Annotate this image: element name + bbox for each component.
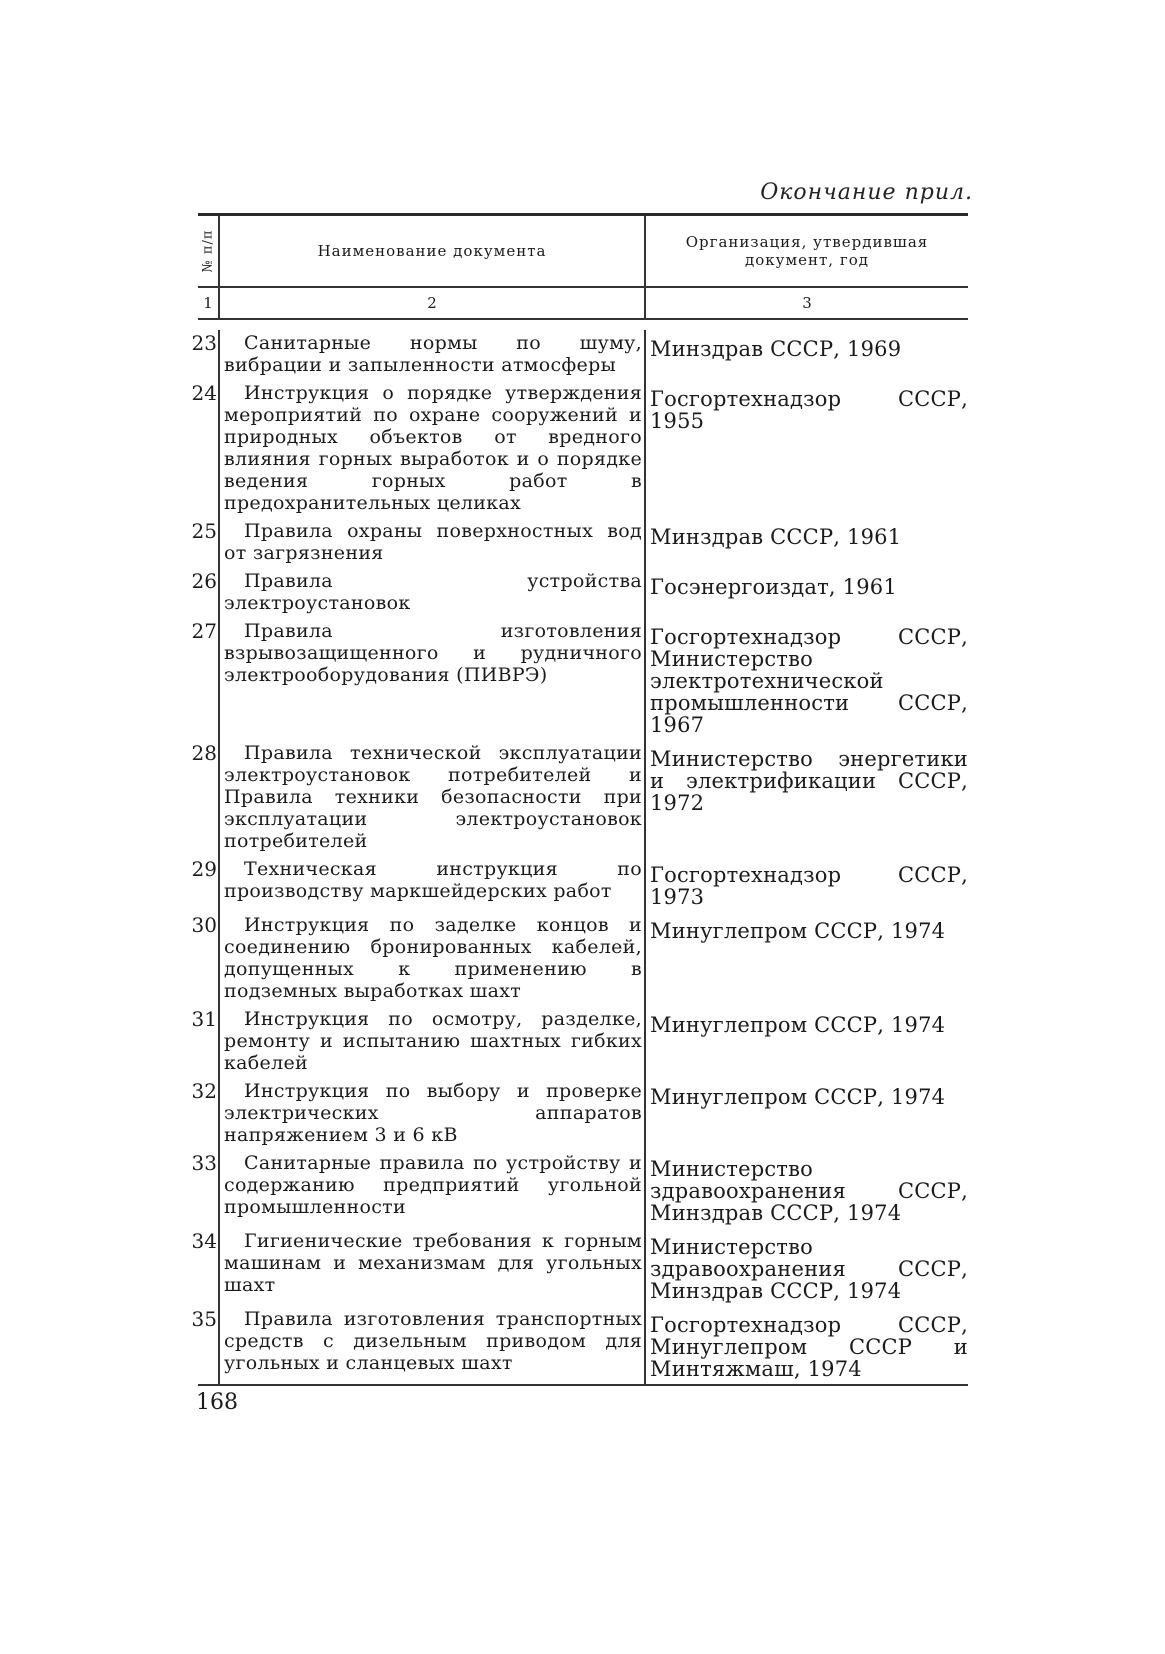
page-number: 168 bbox=[196, 1390, 238, 1415]
table-row bbox=[191, 330, 968, 380]
table-row bbox=[191, 1078, 968, 1150]
organization-cell bbox=[646, 1228, 968, 1306]
table-row bbox=[191, 518, 968, 568]
organization-cell bbox=[646, 1306, 968, 1384]
document-name-cell bbox=[220, 856, 646, 912]
table-row bbox=[191, 912, 968, 1006]
organization-cell bbox=[646, 1150, 968, 1228]
row-number: 27 bbox=[191, 619, 217, 643]
organization-cell bbox=[646, 740, 968, 856]
row-number-cell bbox=[191, 1078, 220, 1150]
organization-cell bbox=[646, 1006, 968, 1078]
document-name-cell bbox=[220, 1006, 646, 1078]
document-name: Правила изготовления взрывозащищенного и рудничного электрооборудования (ПИВРЭ) bbox=[224, 620, 642, 686]
column-number-3: 3 bbox=[802, 294, 812, 312]
organization-cell bbox=[646, 912, 968, 1006]
organization-year: Госгортехнадзор СССР, Минуглепром СССР и Минтяжмаш, 1974 bbox=[650, 1313, 968, 1381]
table-row bbox=[191, 1306, 968, 1384]
organization-year: Минздрав СССР, 1969 bbox=[650, 337, 902, 361]
table-column-numbers-row bbox=[198, 288, 968, 320]
row-number: 35 bbox=[191, 1307, 217, 1331]
organization-year: Министерство энергетики и электрификации СССР, 1972 bbox=[650, 747, 968, 815]
document-name-cell bbox=[220, 740, 646, 856]
document-name: Санитарные нормы по шуму, вибрации и запыленности атмосферы bbox=[224, 332, 642, 376]
organization-year: Минздрав СССР, 1961 bbox=[650, 525, 902, 549]
row-number-cell bbox=[191, 856, 220, 912]
organization-year: Минуглепром СССР, 1974 bbox=[650, 1013, 946, 1037]
row-number: 34 bbox=[191, 1229, 217, 1253]
header-cell-number bbox=[198, 216, 220, 286]
document-name: Правила изготовления транспортных средств с дизельным приводом для угольных и сланцевых шахт bbox=[224, 1308, 642, 1374]
document-name: Техническая инструкция по производству маркшейдерских работ bbox=[224, 858, 642, 902]
organization-year: Минуглепром СССР, 1974 bbox=[650, 919, 946, 943]
document-name: Правила устройства электроустановок bbox=[224, 570, 642, 614]
table-row bbox=[191, 568, 968, 618]
document-name-cell bbox=[220, 1078, 646, 1150]
row-number-cell bbox=[191, 330, 220, 380]
organization-year: Госгортехнадзор СССР, 1973 bbox=[650, 863, 968, 909]
row-number-cell bbox=[191, 518, 220, 568]
document-name: Гигиенические требования к горным машинам и механизмам для угольных шахт bbox=[224, 1230, 642, 1296]
table-row bbox=[191, 740, 968, 856]
row-number-cell bbox=[191, 1006, 220, 1078]
table-row bbox=[191, 380, 968, 518]
table-row bbox=[191, 1228, 968, 1306]
document-name-cell bbox=[220, 1228, 646, 1306]
document-name-cell bbox=[220, 912, 646, 1006]
row-number: 32 bbox=[191, 1079, 217, 1103]
row-number-cell bbox=[191, 912, 220, 1006]
documents-table bbox=[191, 213, 968, 1386]
row-number: 31 bbox=[191, 1007, 217, 1031]
document-name: Инструкция по осмотру, разделке, ремонту и испытанию шахтных гибких кабелей bbox=[224, 1008, 642, 1074]
row-number: 33 bbox=[191, 1151, 217, 1175]
document-name-cell bbox=[220, 518, 646, 568]
row-number-cell bbox=[191, 740, 220, 856]
table-row bbox=[191, 1006, 968, 1078]
row-number: 24 bbox=[191, 381, 217, 405]
running-head: Окончание прил. bbox=[760, 180, 973, 205]
row-number: 28 bbox=[191, 741, 217, 765]
table-body bbox=[191, 320, 968, 1386]
row-number-cell bbox=[191, 1228, 220, 1306]
table-row bbox=[191, 1150, 968, 1228]
document-name: Правила охраны поверхностных вод от загрязнения bbox=[224, 520, 642, 564]
header-cell-org bbox=[646, 216, 968, 286]
document-name: Санитарные правила по устройству и содержанию предприятий угольной промышленности bbox=[224, 1152, 642, 1218]
row-number: 26 bbox=[191, 569, 217, 593]
document-name-cell bbox=[220, 1306, 646, 1384]
table-row bbox=[191, 856, 968, 912]
organization-cell bbox=[646, 518, 968, 568]
organization-year: Министерство здравоохранения СССР, Минздрав СССР, 1974 bbox=[650, 1235, 968, 1303]
row-number-cell bbox=[191, 618, 220, 740]
row-number: 29 bbox=[191, 857, 217, 881]
organization-cell bbox=[646, 856, 968, 912]
column-number-2: 2 bbox=[220, 288, 646, 318]
document-name: Инструкция по заделке концов и соединению бронированных кабелей, допущенных к применению в подземных выработках шахт bbox=[224, 914, 642, 1002]
row-number: 25 bbox=[191, 519, 217, 543]
header-number-label: № п/п bbox=[200, 229, 216, 273]
row-number-cell bbox=[191, 1150, 220, 1228]
organization-year: Госгортехнадзор СССР, 1955 bbox=[650, 387, 968, 433]
row-number-cell bbox=[191, 380, 220, 518]
organization-cell bbox=[646, 1078, 968, 1150]
document-name-cell bbox=[220, 380, 646, 518]
row-number-cell bbox=[191, 568, 220, 618]
header-cell-name bbox=[220, 216, 646, 286]
document-name-cell bbox=[220, 618, 646, 740]
organization-cell bbox=[646, 568, 968, 618]
header-name-label: Наименование документа bbox=[317, 242, 547, 260]
document-name: Инструкция по выбору и проверке электрических аппаратов напряжением 3 и 6 кВ bbox=[224, 1080, 642, 1146]
document-name: Инструкция о порядке утверждения мероприятий по охране сооружений и природных объектов от вредного влияния горных выработок и о порядке ведения горных работ в предохранительных целиках bbox=[224, 382, 642, 514]
organization-year: Госгортехнадзор СССР, Министерство электротехнической промышленности СССР, 1967 bbox=[650, 625, 968, 737]
header-org-label: Организация, утвердившая документ, год bbox=[685, 233, 929, 269]
organization-year: Минуглепром СССР, 1974 bbox=[650, 1085, 946, 1109]
organization-cell bbox=[646, 330, 968, 380]
document-name-cell bbox=[220, 330, 646, 380]
document-name: Правила технической эксплуатации электроустановок потребителей и Правила техники безопасности при эксплуатации электроустановок потребителей bbox=[224, 742, 642, 852]
organization-year: Госэнергоиздат, 1961 bbox=[650, 575, 897, 599]
table-header-row bbox=[198, 216, 968, 288]
organization-cell bbox=[646, 618, 968, 740]
document-name-cell bbox=[220, 1150, 646, 1228]
row-number-cell bbox=[191, 1306, 220, 1384]
row-number: 23 bbox=[191, 331, 217, 355]
organization-year: Министерство здравоохранения СССР, Минздрав СССР, 1974 bbox=[650, 1157, 968, 1225]
organization-cell bbox=[646, 380, 968, 518]
document-name-cell bbox=[220, 568, 646, 618]
column-number-1: 1 bbox=[198, 288, 220, 318]
table-row bbox=[191, 618, 968, 740]
row-number: 30 bbox=[191, 913, 217, 937]
